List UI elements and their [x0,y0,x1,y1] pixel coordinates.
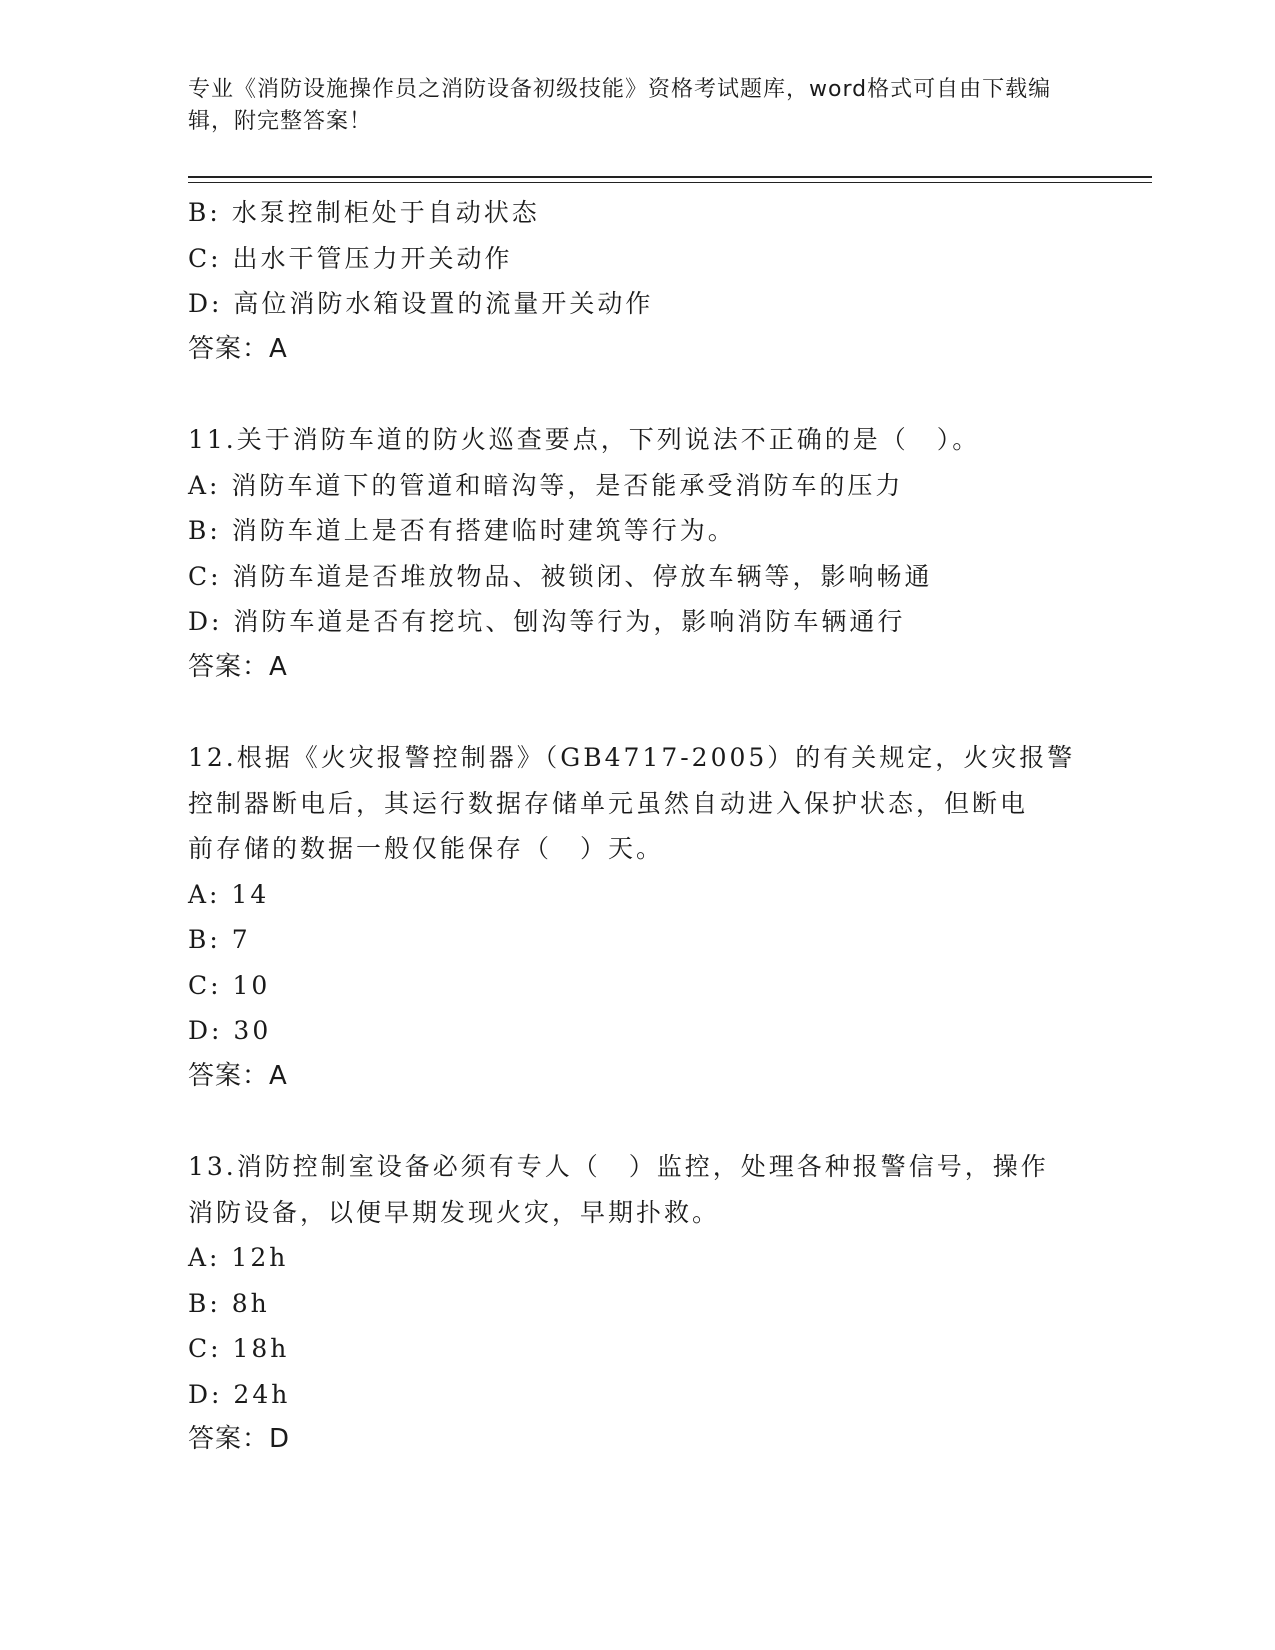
header-rule-thick [188,176,1152,178]
option-d: D: 高位消防水箱设置的流量开关动作 [188,289,654,318]
answer-label: 答案：A [188,1060,288,1091]
option-b: B: 水泵控制柜处于自动状态 [188,198,540,227]
carryover-question [188,190,1088,372]
option-c: C: 消防车道是否堆放物品、被锁闭、停放车辆等，影响畅通 [188,561,933,591]
question-text: 前存储的数据一般仅能保存（ ）天。 [188,834,665,863]
option-b: B: 消防车道上是否有搭建临时建筑等行为。 [188,516,736,545]
option-a: A: 12h [188,1243,289,1272]
answer-label: 答案：D [188,1424,291,1454]
option-c: C: 18h [188,1334,290,1363]
document-header: 专业《消防设施操作员之消防设备初级技能》资格考试题库，word格式可自由下载编辑，附完整答案！ [188,77,1052,134]
answer-label: 答案：A [188,651,288,682]
question-text: 13.消防控制室设备必须有专人（ ）监控，处理各种报警信号，操作 [188,1152,1049,1181]
option-a: A: 消防车道下的管道和暗沟等，是否能承受消防车的压力 [188,470,904,500]
option-d: D: 消防车道是否有挖坑、刨沟等行为，影响消防车辆通行 [188,607,906,636]
question-text: 消防设备，以便早期发现火灾，早期扑救。 [188,1197,721,1227]
option-a: A: 14 [188,879,270,909]
question-12 [188,735,1088,1099]
option-c: C: 10 [188,970,271,1000]
question-text: 控制器断电后，其运行数据存储单元虽然自动进入保护状态，但断电 [188,788,1029,818]
question-13 [188,1144,1088,1463]
option-d: D: 24h [188,1379,291,1409]
exam-content [188,190,1088,1508]
option-b: B: 8h [188,1288,270,1318]
answer-label: 答案：A [188,333,288,364]
question-text: 12.根据《火灾报警控制器》（GB4717-2005）的有关规定，火灾报警 [188,743,1076,772]
option-c: C: 出水干管压力开关动作 [188,243,513,273]
option-d: D: 30 [188,1016,272,1045]
header-rule-thin [188,182,1152,183]
option-b: B: 7 [188,925,251,954]
question-text: 11.关于消防车道的防火巡查要点，下列说法不正确的是（ ）。 [188,425,981,454]
question-11 [188,417,1088,690]
